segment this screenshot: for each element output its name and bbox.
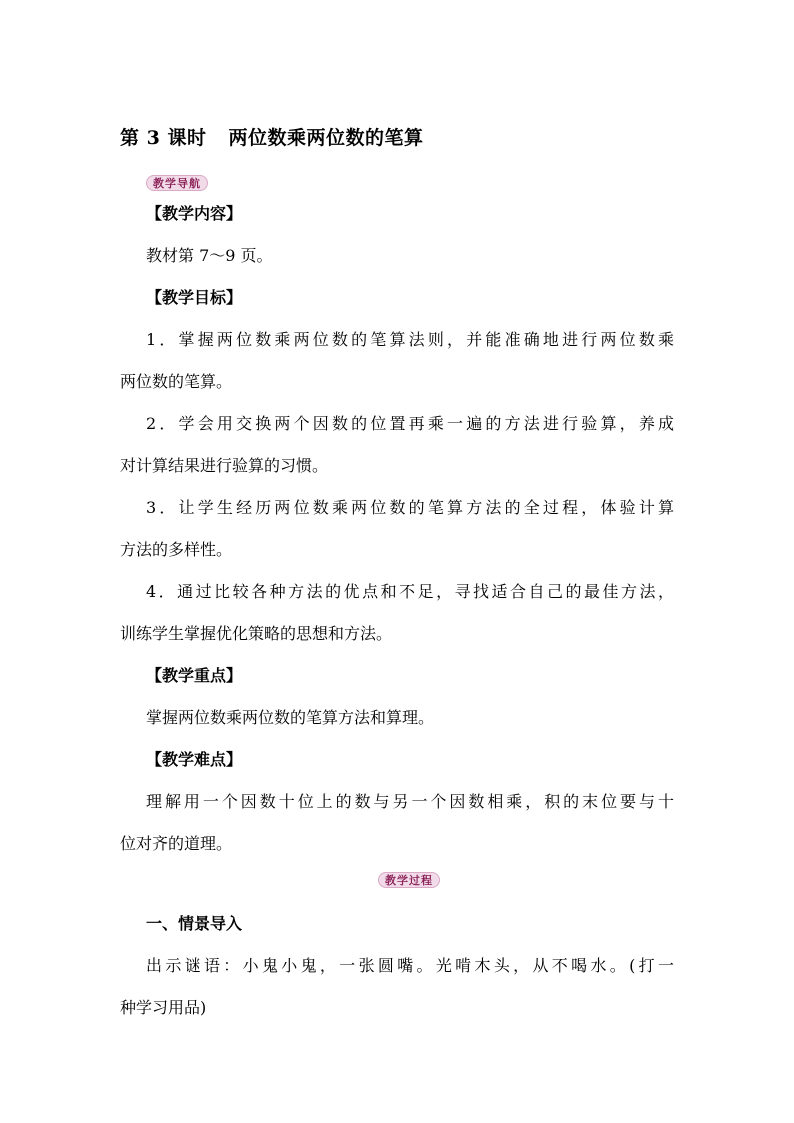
content-heading: 【教学内容】 — [146, 204, 243, 223]
intro-line-1: 出示谜语：小鬼小鬼，一张圆嘴。光啃木头，从不喝水。(打一 — [146, 956, 674, 975]
key-points-text: 掌握两位数乘两位数的笔算方法和算理。 — [146, 708, 435, 727]
goal-4-line-2: 训练学生掌握优化策略的思想和方法。 — [120, 624, 393, 643]
difficulties-line-2: 位对齐的道理。 — [120, 834, 233, 853]
goal-4-line-1: 4．通过比较各种方法的优点和不足，寻找适合自己的最佳方法， — [146, 582, 674, 601]
intro-heading: 一、情景导入 — [146, 914, 243, 933]
goals-heading: 【教学目标】 — [146, 288, 243, 307]
goal-2-line-1: 2．学会用交换两个因数的位置再乘一遍的方法进行验算，养成 — [146, 414, 674, 433]
lesson-number: 第 3 课时 — [120, 127, 207, 149]
difficulties-heading: 【教学难点】 — [146, 750, 243, 769]
goal-2-line-2: 对计算结果进行验算的习惯。 — [120, 456, 329, 475]
lesson-title — [120, 123, 423, 150]
goal-1-line-2: 两位数的笔算。 — [120, 372, 233, 391]
intro-line-2: 种学习用品) — [120, 998, 207, 1017]
difficulties-line-1: 理解用一个因数十位上的数与另一个因数相乘，积的末位要与十 — [146, 792, 674, 811]
teaching-process-badge: 教学过程 — [378, 872, 440, 888]
lesson-topic: 两位数乘两位数的笔算 — [228, 127, 424, 149]
goal-3-line-2: 方法的多样性。 — [120, 540, 233, 559]
key-points-heading: 【教学重点】 — [146, 666, 243, 685]
teaching-guide-badge: 教学导航 — [146, 175, 208, 191]
content-text: 教材第 7～9 页。 — [146, 246, 273, 265]
goal-1-line-1: 1．掌握两位数乘两位数的笔算法则，并能准确地进行两位数乘 — [146, 330, 674, 349]
goal-3-line-1: 3．让学生经历两位数乘两位数的笔算方法的全过程，体验计算 — [146, 498, 674, 517]
